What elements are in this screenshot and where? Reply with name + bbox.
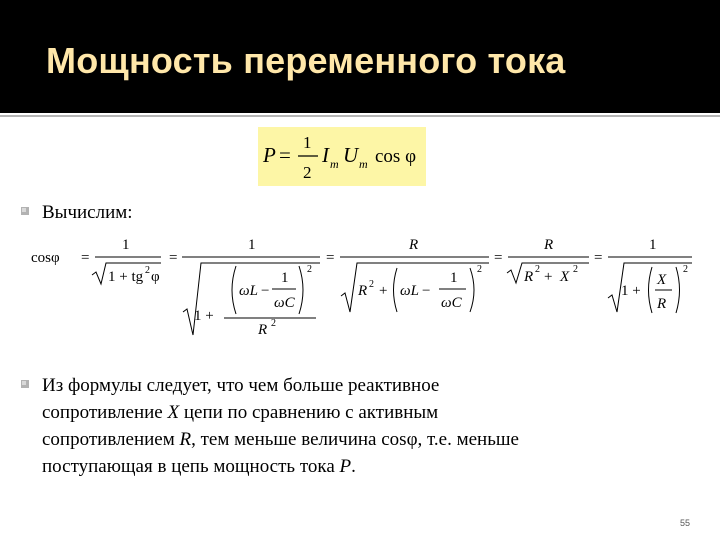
formula-u: U	[343, 143, 359, 167]
bullet-icon	[21, 380, 29, 388]
header-divider	[0, 115, 720, 117]
paragraph-line-1	[42, 372, 439, 399]
paragraph-line-3	[42, 426, 519, 453]
frac5-r: R	[657, 296, 667, 312]
page-number: 55	[679, 518, 690, 528]
formula-num: 1	[303, 133, 312, 152]
frac1-phi: φ	[151, 269, 160, 285]
frac3-wc: ωC	[441, 295, 462, 311]
eq-3: =	[326, 250, 335, 266]
formula-i: I	[322, 143, 329, 167]
bullet-icon	[21, 207, 29, 215]
frac2-inner-num: 1	[281, 270, 289, 286]
formula-eq: =	[279, 143, 291, 167]
cos-phi-formula	[28, 232, 718, 342]
formula-i-sub: m	[330, 157, 339, 171]
frac3-exp: 2	[477, 264, 482, 275]
eq-4: =	[494, 250, 503, 266]
paragraph-line-4	[42, 453, 356, 480]
frac5-onep: 1 +	[621, 283, 641, 299]
frac2-wl: ωL	[239, 283, 258, 299]
frac4-r-exp: 2	[535, 264, 540, 275]
frac3-inner-num: 1	[450, 270, 458, 286]
eq-1: =	[81, 250, 90, 266]
line2-text-a: сопротивление	[42, 402, 168, 423]
frac2-exp: 2	[307, 264, 312, 275]
frac3-wl: ωL	[400, 283, 419, 299]
line3-var-r: R	[179, 429, 192, 450]
frac3-r: R	[358, 283, 368, 299]
frac5-num: 1	[649, 237, 657, 253]
frac2-r-exp: 2	[271, 318, 276, 329]
slide-title: Мощность переменного тока	[46, 40, 566, 81]
formula-den: 2	[303, 163, 312, 182]
paragraph-line-2	[42, 399, 438, 426]
line4-var-p: P	[339, 456, 352, 477]
frac4-num: R	[544, 237, 554, 253]
line2-text-b: цепи по сравнению с активным	[179, 402, 439, 423]
frac3-minus: −	[422, 283, 431, 299]
eq-5: =	[594, 250, 603, 266]
frac3-num: R	[409, 237, 419, 253]
frac5-x: X	[657, 272, 667, 288]
frac2-minus: −	[261, 283, 270, 299]
formula-p: P	[263, 143, 276, 167]
cos-label: cosφ	[31, 250, 60, 266]
frac3-plus: +	[379, 283, 388, 299]
line3-text-b: , тем меньше величина cosφ, т.е. меньше	[191, 429, 519, 450]
line3-text-a: сопротивлением	[42, 429, 180, 450]
bullet-text-compute: Вычислим:	[42, 202, 133, 223]
frac2-wc: ωC	[274, 295, 295, 311]
line2-var-x: X	[167, 402, 180, 423]
frac4-plus: +	[544, 269, 553, 285]
frac5-exp: 2	[683, 264, 688, 275]
power-formula	[258, 127, 426, 186]
frac4-x: X	[560, 269, 570, 285]
frac1-den: 1 + tg	[108, 269, 144, 285]
frac4-x-exp: 2	[573, 264, 578, 275]
frac4-r: R	[524, 269, 534, 285]
frac3-r-exp: 2	[369, 279, 374, 290]
frac1-num: 1	[122, 237, 130, 253]
frac2-num: 1	[248, 237, 256, 253]
line4-text-b: .	[351, 456, 356, 477]
frac1-exp: 2	[145, 265, 150, 276]
formula-cos: cos φ	[375, 146, 417, 167]
line1-text: Из формулы следует, что чем больше реактивное	[42, 375, 440, 396]
frac2-r: R	[258, 322, 268, 338]
eq-2: =	[169, 250, 178, 266]
frac2-onep: 1 +	[194, 308, 214, 324]
power-formula-svg	[258, 127, 426, 186]
line4-text-a: поступающая в цепь мощность тока	[42, 456, 340, 477]
formula-u-sub: m	[359, 157, 368, 171]
slide-header	[0, 0, 720, 113]
